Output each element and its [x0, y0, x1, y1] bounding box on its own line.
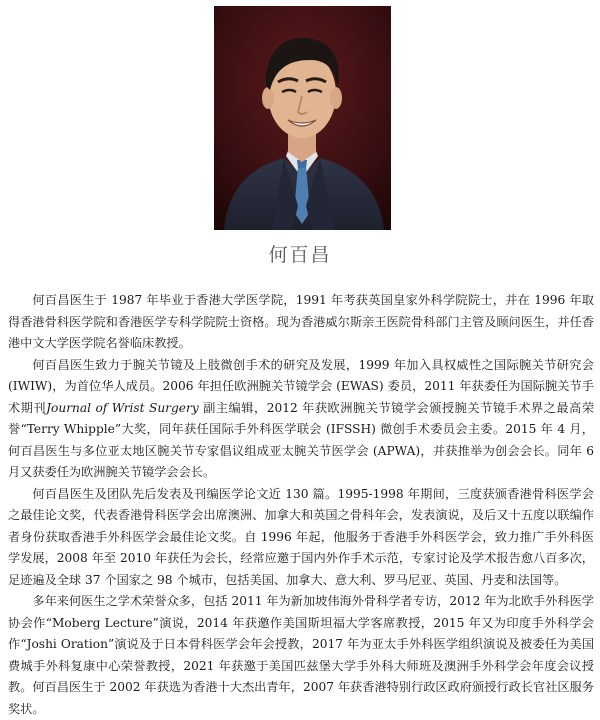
bio-research-part-1: 何百昌医生致力于腕关节镜及上肢微创手术的研究及发展，1999 年加入具权威性之国际腕关节研究会 (IWIW)，为首位华人成员。2006 年担任欧洲腕关节镜学会 (EWAS) 委员，2011 年获委任为国际腕关节手术期刊 [8, 357, 594, 415]
portrait-illustration [214, 6, 391, 230]
journal-title: Journal of Wrist Surgery [46, 400, 199, 415]
person-name: 何百昌 [268, 244, 332, 266]
bio-paragraph-honors: 多年来何医生之学术荣誉众多，包括 2011 年为新加坡伟海外骨科学者专访，2012 年为北欧手外科医学协会作“Moberg Lecture”演说，2014 年获邀作美国斯坦福大学客席教授，2015 年又为印度手外科学会作“Joshi Oration”演说及于日本骨科医学会年会授教，2017 年为亚太手外科医学组织演说及被委任为美国费城手外科复康中心荣誉教授，2021 年获邀于美国匹兹堡大学手外科大师班及澳洲手外科学会年度会议授教。何百昌医生于 2002 年获选为香港十大杰出青年，2007 年获香港特别行政区政府颁授行政长官社区服务奖状。 [8, 594, 595, 716]
biography [8, 290, 594, 720]
portrait-photo [214, 6, 391, 230]
bio-paragraph-publications: 何百昌医生及团队先后发表及刊编医学论文近 130 篇。1995-1998 年期间，三度获颁香港骨科医学会之最佳论文奖，代表香港骨科医学会出席澳洲、加拿大和英国之骨科年会，发表演说，及后又十五度以联编作者身份获取香港手外科医学会最佳论文奖。自 1996 年起，他服务于香港手外科医学会，致力推广手外科医学发展，2008 年至 2010 年获任为会长，经常应邀于国内外作手术示范，专家讨论及学术报告愈八百多次，足迹遍及全球 37 个国家之 98 个城市，包括美国、加拿大、意大利、罗马尼亚、英国、丹麦和法国等。 [8, 486, 594, 587]
left-ear [262, 87, 274, 109]
bio-research-part-2: 副主编辑，2012 年获欧洲腕关节镜学会颁授腕关节镜手术界之最高荣誉“Terry Whipple”大奖，同年获任国际手外科医学联会 (IFSSH) 微创手术委员会主委。2015 年 4 月，何百昌医生与多位亚太地区腕关节专家倡议组成亚太腕关节医学会 (APWA)，并获推举为创会会长。同年 6 月又获委任为欧洲腕关节镜学会会长。 [8, 400, 595, 479]
bio-paragraph-education: 何百昌医生于 1987 年毕业于香港大学医学院，1991 年考获英国皇家外科学院院士，并在 1996 年取得香港骨科医学院和香港医学专科学院院士资格。现为香港威尔斯亲王医院骨科部门主管及顾问医生，并任香港中文大学医学院名誉临床教授。 [8, 293, 594, 350]
bio-paragraph-research [8, 355, 594, 484]
right-ear [330, 87, 342, 109]
